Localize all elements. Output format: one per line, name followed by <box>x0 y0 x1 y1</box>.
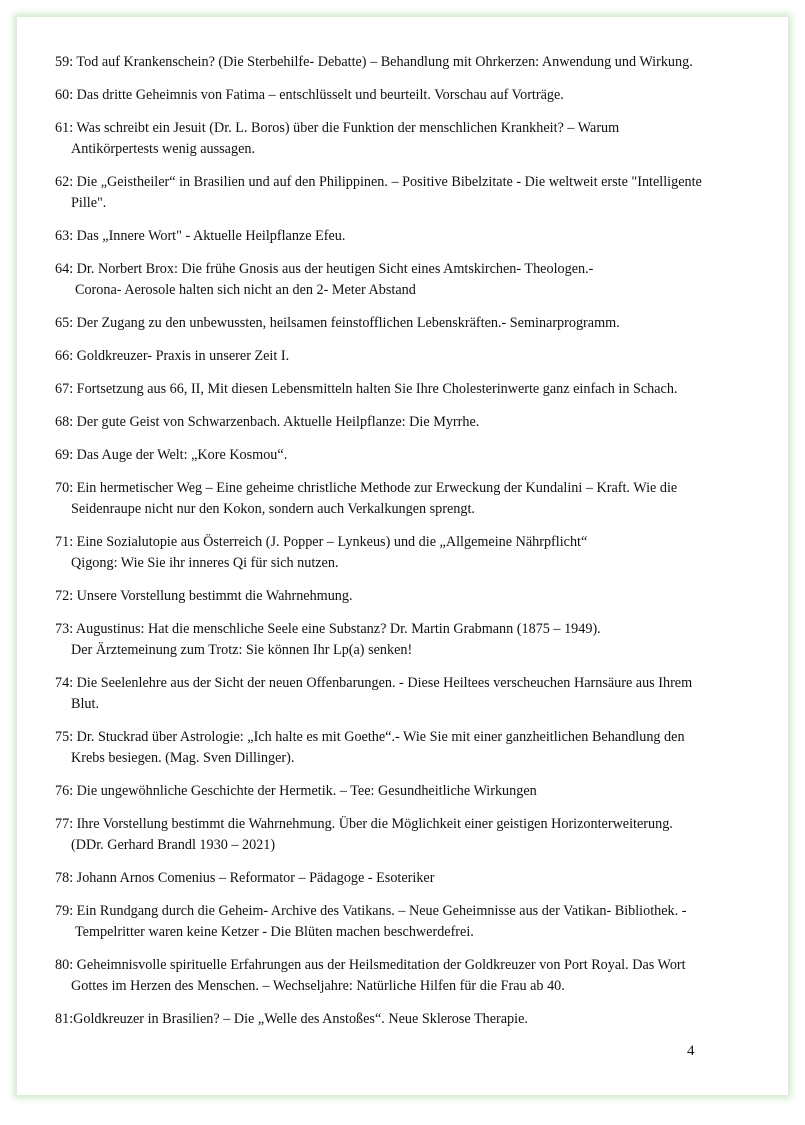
entry-title: 70: Ein hermetischer Weg – Eine geheime christliche Methode zur Erweckung der Kundalini – Kraft. Wie die <box>55 480 678 496</box>
entry-title: 68: Der gute Geist von Schwarzenbach. Aktuelle Heilpflanze: Die Myrrhe. <box>55 414 480 430</box>
list-item <box>55 532 755 574</box>
entry-continuation: Tempelritter waren keine Ketzer - Die Blüten machen beschwerdefrei. <box>75 924 474 940</box>
entry-title: 65: Der Zugang zu den unbewussten, heilsamen feinstofflichen Lebenskräften.- Seminarprogramm. <box>55 315 620 331</box>
entry-title: 64: Dr. Norbert Brox: Die frühe Gnosis aus der heutigen Sicht eines Amtskirchen- Theologen.- <box>55 261 594 277</box>
entry-title: 76: Die ungewöhnliche Geschichte der Hermetik. – Tee: Gesundheitliche Wirkungen <box>55 783 537 799</box>
entry-continuation: Seidenraupe nicht nur den Kokon, sondern auch Verkalkungen sprengt. <box>71 501 475 517</box>
list-item <box>55 781 755 802</box>
entry-title: 62: Die „Geistheiler“ in Brasilien und auf den Philippinen. – Positive Bibelzitate - Die weltweit erste "Intelligente <box>55 174 702 190</box>
entry-title: 72: Unsere Vorstellung bestimmt die Wahrnehmung. <box>55 588 353 604</box>
entry-title: 60: Das dritte Geheimnis von Fatima – entschlüsselt und beurteilt. Vorschau auf Vorträge. <box>55 87 564 103</box>
entry-title: 81:Goldkreuzer in Brasilien? – Die „Welle des Anstoßes“. Neue Sklerose Therapie. <box>55 1011 528 1027</box>
list-item <box>55 226 755 247</box>
list-item <box>55 955 755 997</box>
entry-title: 80: Geheimnisvolle spirituelle Erfahrungen aus der Heilsmeditation der Goldkreuzer von Port Royal. Das Wort <box>55 957 686 973</box>
entry-title: 69: Das Auge der Welt: „Kore Kosmou“. <box>55 447 288 463</box>
entry-title: 73: Augustinus: Hat die menschliche Seele eine Substanz? Dr. Martin Grabmann (1875 – 1949). <box>55 621 601 637</box>
document-page <box>17 17 788 1095</box>
entry-title: 66: Goldkreuzer- Praxis in unserer Zeit I. <box>55 348 290 364</box>
entry-continuation: Antikörpertests wenig aussagen. <box>71 141 256 157</box>
list-item <box>55 727 755 769</box>
list-item <box>55 814 755 856</box>
list-item <box>55 586 755 607</box>
entry-list <box>55 52 755 1030</box>
list-item <box>55 346 755 367</box>
entry-title: 67: Fortsetzung aus 66, II, Mit diesen Lebensmitteln halten Sie Ihre Cholesterinwerte ganz einfach in Schach. <box>55 381 678 397</box>
list-item <box>55 259 755 301</box>
list-item <box>55 52 755 73</box>
list-item <box>55 619 755 661</box>
list-item <box>55 478 755 520</box>
list-item <box>55 85 755 106</box>
entry-title: 74: Die Seelenlehre aus der Sicht der neuen Offenbarungen. - Diese Heiltees verscheuchen Harnsäure aus Ihrem <box>55 675 693 691</box>
list-item <box>55 868 755 889</box>
list-item <box>55 1009 755 1030</box>
entry-continuation: Corona- Aerosole halten sich nicht an den 2- Meter Abstand <box>75 282 416 298</box>
entry-continuation: (DDr. Gerhard Brandl 1930 – 2021) <box>71 837 276 853</box>
list-item <box>55 313 755 334</box>
entry-continuation: Gottes im Herzen des Menschen. – Wechseljahre: Natürliche Hilfen für die Frau ab 40. <box>71 978 565 994</box>
entry-title: 79: Ein Rundgang durch die Geheim- Archive des Vatikans. – Neue Geheimnisse aus der Vatikan- Bibliothek. - <box>55 903 687 919</box>
entry-title: 59: Tod auf Krankenschein? (Die Sterbehilfe- Debatte) – Behandlung mit Ohrkerzen: Anwendung und Wirkung. <box>55 54 693 70</box>
list-item <box>55 118 755 160</box>
list-item <box>55 673 755 715</box>
entry-title: 61: Was schreibt ein Jesuit (Dr. L. Boros) über die Funktion der menschlichen Krankheit? – Warum <box>55 120 620 136</box>
list-item <box>55 172 755 214</box>
page-number: 4 <box>687 1043 695 1059</box>
entry-title: 78: Johann Arnos Comenius – Reformator – Pädagoge - Esoteriker <box>55 870 435 886</box>
list-item <box>55 901 755 943</box>
entry-continuation: Krebs besiegen. (Mag. Sven Dillinger). <box>71 750 295 766</box>
entry-title: 77: Ihre Vorstellung bestimmt die Wahrnehmung. Über die Möglichkeit einer geistigen Horizonterweiterung. <box>55 816 673 832</box>
entry-continuation: Blut. <box>71 696 99 712</box>
entry-continuation: Pille". <box>71 195 107 211</box>
list-item <box>55 379 755 400</box>
entry-title: 75: Dr. Stuckrad über Astrologie: „Ich halte es mit Goethe“.- Wie Sie mit einer ganzheitlichen Behandlung den <box>55 729 685 745</box>
entry-title: 71: Eine Sozialutopie aus Österreich (J. Popper – Lynkeus) und die „Allgemeine Nährpflicht“ <box>55 534 588 550</box>
list-item <box>55 445 755 466</box>
entry-continuation: Der Ärztemeinung zum Trotz: Sie können Ihr Lp(a) senken! <box>71 642 413 658</box>
entry-continuation: Qigong: Wie Sie ihr inneres Qi für sich nutzen. <box>71 555 339 571</box>
entry-title: 63: Das „Innere Wort" - Aktuelle Heilpflanze Efeu. <box>55 228 346 244</box>
list-item <box>55 412 755 433</box>
